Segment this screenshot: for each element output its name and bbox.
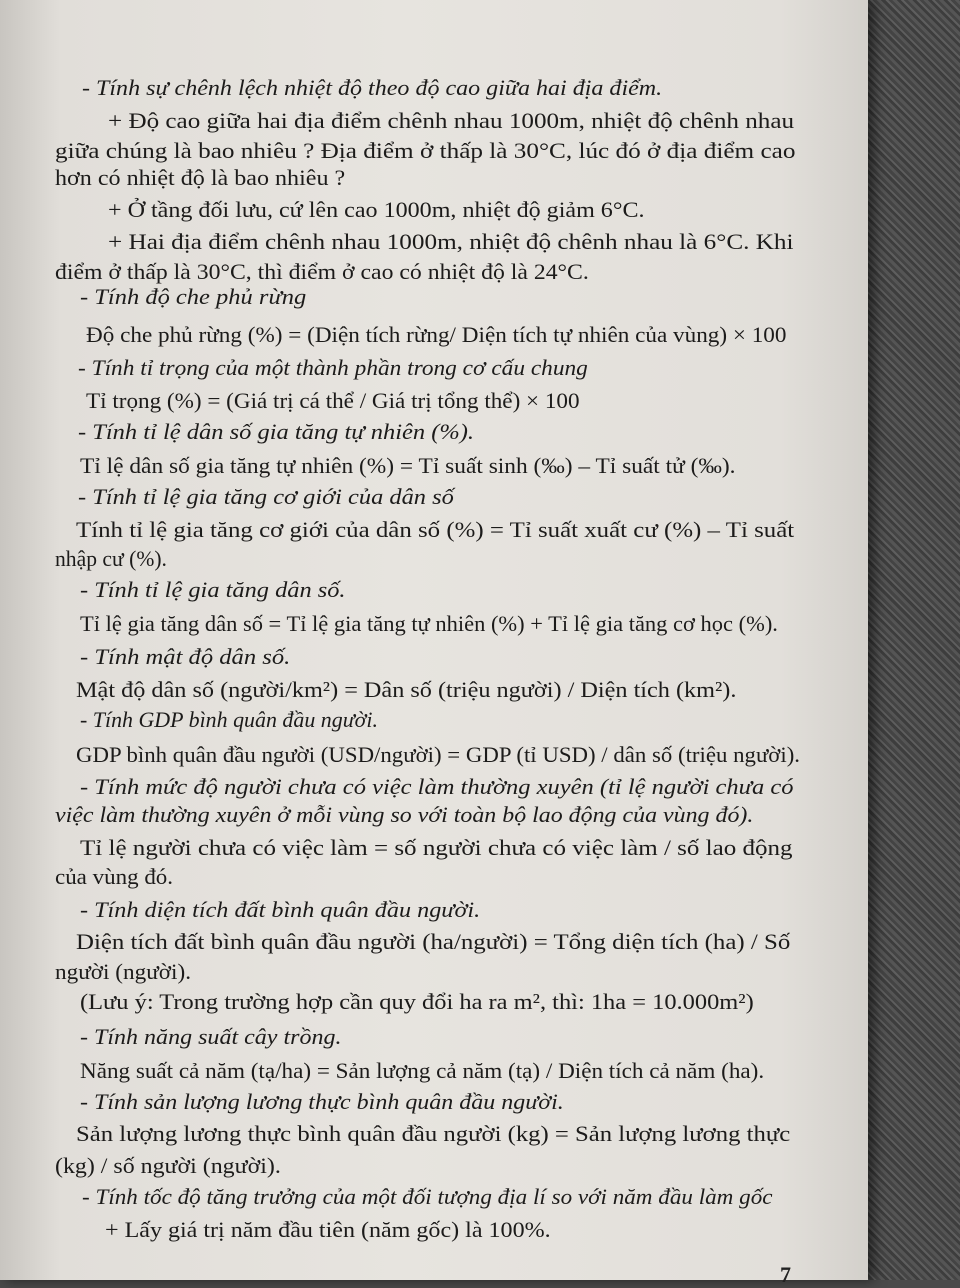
body-line: Tỉ lệ gia tăng dân số = Tỉ lệ gia tăng tự nhiên (%) + Tỉ lệ gia tăng cơ học (%). xyxy=(80,611,778,636)
section-heading: - Tính tỉ lệ gia tăng dân số. xyxy=(80,577,346,602)
section-heading: - Tính diện tích đất bình quân đầu người. xyxy=(80,897,481,922)
body-line: Diện tích đất bình quân đầu người (ha/người) = Tổng diện tích (ha) / Số xyxy=(76,929,791,954)
body-line: Năng suất cả năm (tạ/ha) = Sản lượng cả năm (tạ) / Diện tích cả năm (ha). xyxy=(80,1058,765,1083)
section-heading: - Tính sản lượng lương thực bình quân đầu người. xyxy=(80,1089,564,1114)
section-heading: - Tính sự chênh lệch nhiệt độ theo độ cao giữa hai địa điểm. xyxy=(82,75,663,100)
body-line: của vùng đó. xyxy=(55,864,174,889)
body-line: giữa chúng là bao nhiêu ? Địa điểm ở thấp là 30°C, lúc đó ở địa điểm cao xyxy=(55,138,796,163)
section-heading: - Tính năng suất cây trồng. xyxy=(80,1024,342,1049)
body-line: (Lưu ý: Trong trường hợp cần quy đổi ha ra m², thì: 1ha = 10.000m²) xyxy=(80,989,754,1014)
section-heading: - Tính tỉ trọng của một thành phần trong cơ cấu chung xyxy=(78,355,588,380)
section-heading: - Tính GDP bình quân đầu người. xyxy=(80,707,378,732)
section-heading: việc làm thường xuyên ở mỗi vùng so với toàn bộ lao động của vùng đó). xyxy=(55,802,754,827)
body-line: Mật độ dân số (người/km²) = Dân số (triệu người) / Diện tích (km²). xyxy=(76,677,737,702)
page-number: 7 xyxy=(780,1262,791,1287)
body-line: Tỉ lệ người chưa có việc làm = số người chưa có việc làm / số lao động xyxy=(80,835,793,860)
section-heading: - Tính mật độ dân số. xyxy=(80,644,291,669)
body-line: + Hai địa điểm chênh nhau 1000m, nhiệt độ chênh nhau là 6°C. Khi xyxy=(108,229,794,254)
body-line: GDP bình quân đầu người (USD/người) = GDP (tỉ USD) / dân số (triệu người). xyxy=(76,742,801,767)
section-heading: - Tính tỉ lệ gia tăng cơ giới của dân số xyxy=(78,484,454,509)
body-line: nhập cư (%). xyxy=(55,546,167,571)
body-line: + Lấy giá trị năm đầu tiên (năm gốc) là 100%. xyxy=(105,1217,551,1242)
section-heading: - Tính tỉ lệ dân số gia tăng tự nhiên (%). xyxy=(78,419,475,444)
body-line: Sản lượng lương thực bình quân đầu người (kg) = Sản lượng lương thực xyxy=(76,1121,791,1146)
body-line: Tính tỉ lệ gia tăng cơ giới của dân số (%) = Tỉ suất xuất cư (%) – Tỉ suất xyxy=(76,517,795,542)
section-heading: - Tính mức độ người chưa có việc làm thường xuyên (tỉ lệ người chưa có xyxy=(80,774,794,799)
section-heading: - Tính tốc độ tăng trưởng của một đối tượng địa lí so với năm đầu làm gốc xyxy=(82,1184,773,1209)
body-line: (kg) / số người (người). xyxy=(55,1153,281,1178)
body-line: + Độ cao giữa hai địa điểm chênh nhau 1000m, nhiệt độ chênh nhau xyxy=(108,108,795,133)
body-line: Tỉ trọng (%) = (Giá trị cá thể / Giá trị tổng thể) × 100 xyxy=(86,388,580,413)
section-heading: - Tính độ che phủ rừng xyxy=(80,284,307,309)
body-line: người (người). xyxy=(55,959,191,984)
body-line: Tỉ lệ dân số gia tăng tự nhiên (%) = Tỉ suất sinh (‰) – Tỉ suất tử (‰). xyxy=(80,453,736,478)
body-line: hơn có nhiệt độ là bao nhiêu ? xyxy=(55,165,346,190)
body-line: + Ở tầng đối lưu, cứ lên cao 1000m, nhiệt độ giảm 6°C. xyxy=(108,197,645,222)
body-line: Độ che phủ rừng (%) = (Diện tích rừng/ Diện tích tự nhiên của vùng) × 100 xyxy=(86,322,787,347)
body-line: điểm ở thấp là 30°C, thì điểm ở cao có nhiệt độ là 24°C. xyxy=(55,259,589,284)
